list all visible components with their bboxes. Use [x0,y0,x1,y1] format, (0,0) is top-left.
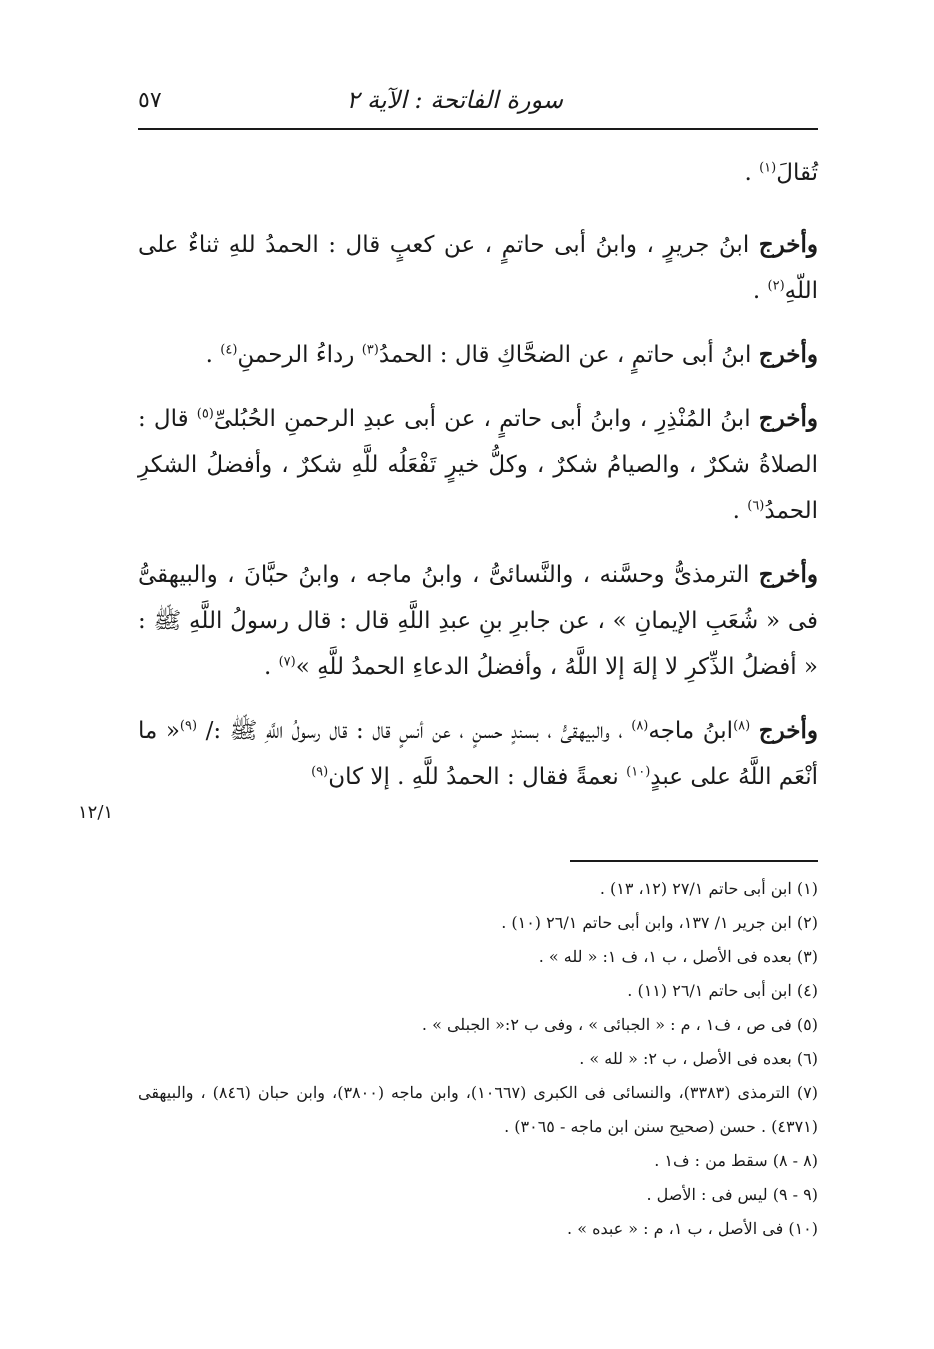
paragraph-3 [138,332,818,378]
paragraph-text: ابنُ أبى حاتمٍ ، عن الضحَّاكِ قال : الحمدُ [378,342,759,368]
footnote-mark-3: (٩) [179,718,198,734]
footnote-3: (٣) بعده فى الأصل ، ب ١، ف ١: « لله » . [538,947,818,966]
paragraph-text: ابنُ جريرٍ ، وابنُ أبى حاتمٍ ، عن كعبٍ قال : الحمدُ للهِ ثناءٌ على اللّهِ [138,232,818,304]
lead-word: وأخرج [758,717,818,744]
paragraph-2 [138,222,818,314]
paragraph-tail: . [263,654,279,680]
paragraph-4 [138,396,818,534]
paragraph-tail: . [744,160,760,186]
footnote-1: (١) ابن أبى حاتم ٢٧/١ (١٢، ١٣) . [599,879,818,898]
paragraph-tail: . [732,498,748,524]
lead-word: وأخرج [758,405,818,432]
paragraph-1 [138,150,818,196]
footnote-mark: (١) [759,160,777,176]
paragraph-tail: . [752,278,768,304]
footnote-2: (٢) ابن جرير ١/ ١٣٧، وابن أبى حاتم ٢٦/١ (١٠) . [501,913,818,932]
footnote-mark-4: (١٠) [626,764,651,780]
footnote-4: (٤) ابن أبى حاتم ٢٦/١ (١١) . [627,981,818,1000]
margin-reference: ١٢/١ [78,802,114,823]
page-number: ٥٧ [138,88,162,113]
lead-word: وأخرج [758,231,818,258]
paragraph-text-2: قال : الصلاةُ شكرٌ ، والصيامُ شكرٌ ، وكلُّ خيرٍ تَفْعَلُه للَّهِ شكرٌ ، وأفضلُ الشكرِ الحمدُ [138,406,818,524]
footnote-10: (١٠) فى الأصل ، ب ١، م : « عبده » . [567,1219,818,1238]
footnote-8: (٨ - ٨) سقط من : ف١ . [654,1151,818,1170]
footnote-mark: (٢) [767,278,785,294]
paragraph-text-2: ابنُ ماجه [648,718,734,744]
footnote-7: (٧) الترمذى (٣٣٨٣)، والنسائى فى الكبرى (١٠٦٦٧)، وابن ماجه (٣٨٠٠)، وابن حبان (٨٤٦) ، والبيهقى (٤٣٧١) . حسن (صحيح سنن ابن ماجه - ٣٠٦٥) . [138,1083,819,1136]
footnote-mark-2: (٦) [747,498,765,514]
paragraph-text: الترمذىُّ وحسَّنه ، والنَّسائىُّ ، وابنُ ماجه ، وابنُ حبَّانَ ، والبيهقىُّ فى « شُعَبِ الإيمانِ » ، عن جابرِ بنِ عبدِ اللَّهِ قال : قال رسولُ اللَّهِ ﷺ : « أفضلُ الذِّكرِ لا إلهَ إلا اللَّهُ ، وأفضلُ الدعاءِ الحمدُ للَّهِ » [138,562,818,680]
footnote-5: (٥) فى ص ، ف١ ، م : « الجبائى » ، وفى ب ٢:« الجبلى » . [421,1015,818,1034]
header-rule [138,128,818,130]
footnote-mark: (٥) [196,406,214,422]
paragraph-text-5: نعمةً فقال : الحمدُ للَّهِ . إلا كان [328,764,627,790]
running-header [138,82,818,126]
paragraph-tail: . [205,342,221,368]
paragraph-6 [138,708,818,800]
footnote-mark-2: (٤) [220,342,238,358]
footnote-mark-5: (٩) [311,764,329,780]
paragraph-text-2: رداءُ الرحمنِ [237,342,362,368]
paragraph-5 [138,552,818,690]
footnote-mark: (٨) [733,718,751,734]
paragraph-text-3: ، والبيهقىُّ ، بسندٍ حسنٍ ، عن أنسٍ قال : قال رسولُ اللَّهِ ﷺ :/ [197,718,632,744]
footnote-9: (٩ - ٩) ليس فى : الأصل . [646,1185,818,1204]
footnotes [138,872,818,1246]
footnote-mark: (٣) [361,342,379,358]
paragraph-text: ابنُ المُنْذِرِ ، وابنُ أبى حاتمٍ ، عن أبى عبدِ الرحمنِ الحُبُلىِّ [213,406,759,432]
paragraph-text-4: « ما أنْعَم اللَّهُ على عبدٍ [138,718,818,790]
footnote-mark-2: (٨) [631,718,649,734]
footnote-mark: (٧) [278,654,296,670]
paragraph-text: تُقالَ [776,160,818,186]
main-text [138,150,818,818]
footnote-rule [570,860,818,862]
paragraph-text [750,718,759,744]
header-title: سورة الفاتحة : الآية ٢ [346,86,563,114]
lead-word: وأخرج [758,561,818,588]
footnote-6: (٦) بعده فى الأصل ، ب ٢: « لله » . [579,1049,818,1068]
lead-word: وأخرج [758,341,818,368]
